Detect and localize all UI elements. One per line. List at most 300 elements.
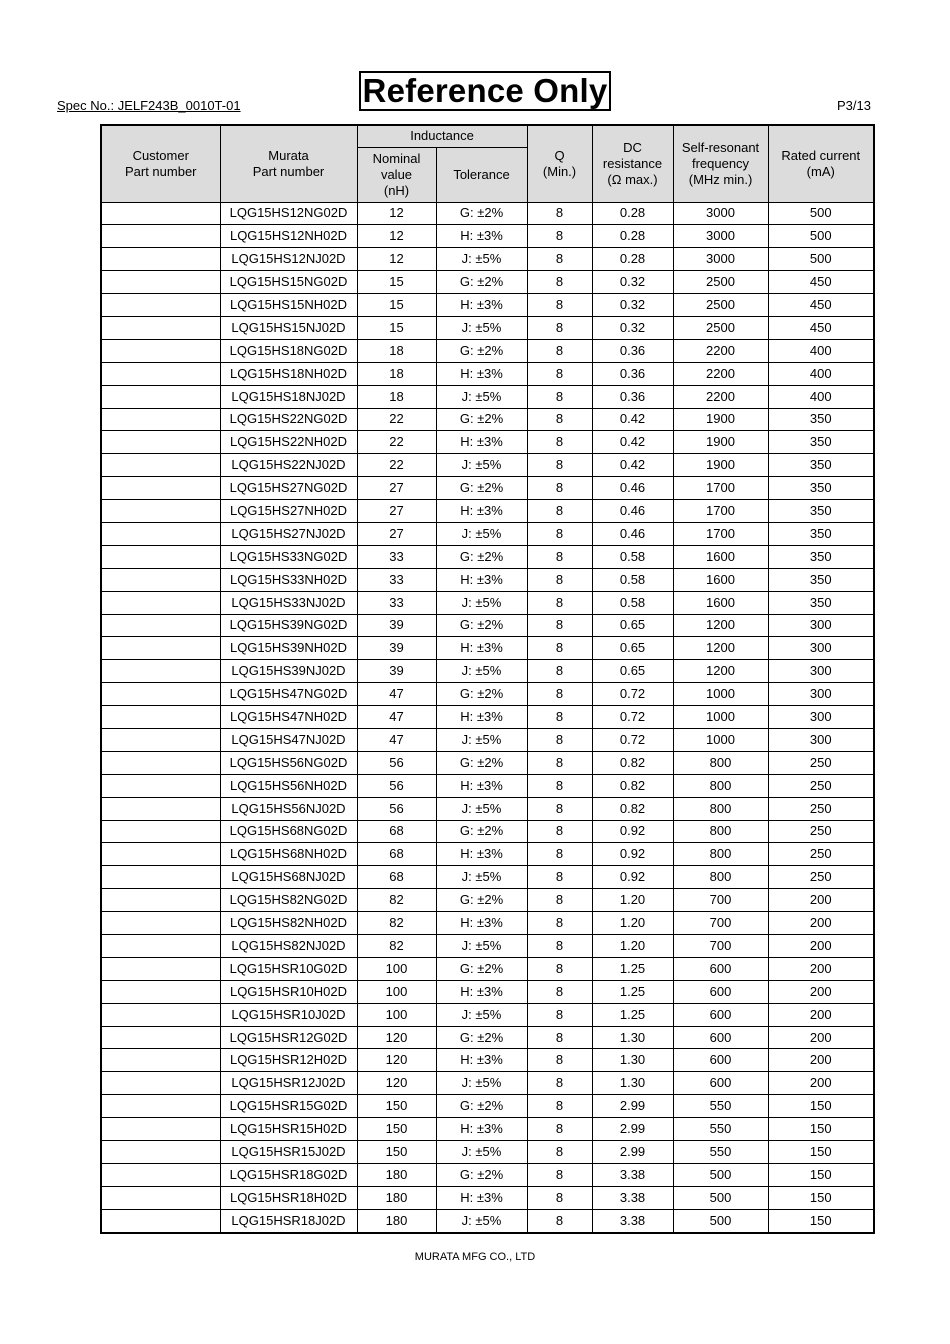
cell-self-resonant-frequency: 800 [673, 751, 768, 774]
cell-dc-resistance: 0.58 [592, 591, 673, 614]
cell-customer-part-number [101, 660, 220, 683]
cell-murata-part-number: LQG15HSR10J02D [220, 1003, 357, 1026]
cell-q-min: 8 [527, 568, 592, 591]
cell-nominal-value: 27 [357, 477, 436, 500]
cell-nominal-value: 150 [357, 1095, 436, 1118]
table-row [101, 614, 874, 637]
cell-murata-part-number: LQG15HSR10H02D [220, 980, 357, 1003]
cell-murata-part-number: LQG15HS56NH02D [220, 774, 357, 797]
cell-murata-part-number: LQG15HS39NJ02D [220, 660, 357, 683]
cell-self-resonant-frequency: 550 [673, 1141, 768, 1164]
table-row [101, 202, 874, 225]
cell-dc-resistance: 1.20 [592, 912, 673, 935]
cell-q-min: 8 [527, 408, 592, 431]
cell-q-min: 8 [527, 935, 592, 958]
cell-tolerance: G: ±2% [436, 751, 527, 774]
cell-murata-part-number: LQG15HS33NJ02D [220, 591, 357, 614]
cell-customer-part-number [101, 248, 220, 271]
cell-murata-part-number: LQG15HS27NH02D [220, 500, 357, 523]
cell-self-resonant-frequency: 1600 [673, 591, 768, 614]
cell-self-resonant-frequency: 2500 [673, 271, 768, 294]
table-row [101, 843, 874, 866]
cell-q-min: 8 [527, 912, 592, 935]
cell-q-min: 8 [527, 637, 592, 660]
cell-rated-current: 300 [768, 683, 874, 706]
cell-self-resonant-frequency: 600 [673, 1003, 768, 1026]
cell-dc-resistance: 0.42 [592, 408, 673, 431]
cell-customer-part-number [101, 316, 220, 339]
cell-q-min: 8 [527, 431, 592, 454]
cell-murata-part-number: LQG15HSR10G02D [220, 957, 357, 980]
cell-self-resonant-frequency: 800 [673, 797, 768, 820]
cell-rated-current: 200 [768, 957, 874, 980]
cell-murata-part-number: LQG15HSR18H02D [220, 1186, 357, 1209]
cell-dc-resistance: 0.32 [592, 271, 673, 294]
cell-nominal-value: 180 [357, 1163, 436, 1186]
cell-murata-part-number: LQG15HSR15G02D [220, 1095, 357, 1118]
table-row [101, 1049, 874, 1072]
cell-tolerance: J: ±5% [436, 522, 527, 545]
cell-tolerance: H: ±3% [436, 431, 527, 454]
cell-tolerance: H: ±3% [436, 1186, 527, 1209]
cell-nominal-value: 15 [357, 271, 436, 294]
cell-q-min: 8 [527, 591, 592, 614]
cell-self-resonant-frequency: 600 [673, 980, 768, 1003]
cell-customer-part-number [101, 454, 220, 477]
cell-rated-current: 450 [768, 316, 874, 339]
page-number: P3/13 [837, 98, 871, 113]
cell-nominal-value: 22 [357, 454, 436, 477]
cell-q-min: 8 [527, 843, 592, 866]
cell-q-min: 8 [527, 1209, 592, 1232]
cell-murata-part-number: LQG15HS82NG02D [220, 889, 357, 912]
spec-number: Spec No.: JELF243B_0010T-01 [57, 98, 241, 113]
cell-tolerance: H: ±3% [436, 706, 527, 729]
cell-murata-part-number: LQG15HS18NH02D [220, 362, 357, 385]
cell-self-resonant-frequency: 500 [673, 1163, 768, 1186]
cell-murata-part-number: LQG15HSR18G02D [220, 1163, 357, 1186]
cell-customer-part-number [101, 774, 220, 797]
cell-murata-part-number: LQG15HS12NJ02D [220, 248, 357, 271]
cell-nominal-value: 12 [357, 202, 436, 225]
cell-nominal-value: 68 [357, 866, 436, 889]
cell-rated-current: 250 [768, 774, 874, 797]
cell-q-min: 8 [527, 774, 592, 797]
cell-dc-resistance: 0.65 [592, 614, 673, 637]
cell-rated-current: 350 [768, 454, 874, 477]
cell-tolerance: H: ±3% [436, 225, 527, 248]
cell-nominal-value: 100 [357, 957, 436, 980]
cell-murata-part-number: LQG15HSR15H02D [220, 1118, 357, 1141]
cell-q-min: 8 [527, 1186, 592, 1209]
cell-dc-resistance: 0.82 [592, 774, 673, 797]
cell-murata-part-number: LQG15HS22NJ02D [220, 454, 357, 477]
cell-dc-resistance: 0.36 [592, 362, 673, 385]
cell-nominal-value: 150 [357, 1118, 436, 1141]
table-row [101, 271, 874, 294]
header-nominal-value: Nominal value (nH) [357, 147, 436, 202]
cell-dc-resistance: 0.36 [592, 385, 673, 408]
cell-nominal-value: 22 [357, 408, 436, 431]
cell-tolerance: H: ±3% [436, 774, 527, 797]
cell-nominal-value: 120 [357, 1049, 436, 1072]
cell-tolerance: J: ±5% [436, 1003, 527, 1026]
cell-nominal-value: 27 [357, 522, 436, 545]
cell-rated-current: 250 [768, 751, 874, 774]
header-inductance: Inductance [357, 125, 527, 147]
cell-dc-resistance: 0.65 [592, 660, 673, 683]
cell-nominal-value: 33 [357, 545, 436, 568]
cell-customer-part-number [101, 294, 220, 317]
cell-customer-part-number [101, 1072, 220, 1095]
cell-dc-resistance: 0.28 [592, 225, 673, 248]
cell-self-resonant-frequency: 800 [673, 843, 768, 866]
cell-nominal-value: 82 [357, 912, 436, 935]
cell-tolerance: G: ±2% [436, 545, 527, 568]
cell-tolerance: J: ±5% [436, 454, 527, 477]
cell-nominal-value: 82 [357, 935, 436, 958]
cell-murata-part-number: LQG15HS27NG02D [220, 477, 357, 500]
cell-murata-part-number: LQG15HS68NG02D [220, 820, 357, 843]
cell-murata-part-number: LQG15HSR12J02D [220, 1072, 357, 1095]
header-customer-part-number: Customer Part number [101, 125, 220, 202]
spec-table [100, 124, 875, 1234]
cell-customer-part-number [101, 477, 220, 500]
cell-self-resonant-frequency: 800 [673, 866, 768, 889]
cell-murata-part-number: LQG15HS18NJ02D [220, 385, 357, 408]
cell-rated-current: 400 [768, 339, 874, 362]
cell-self-resonant-frequency: 2500 [673, 316, 768, 339]
cell-murata-part-number: LQG15HSR12G02D [220, 1026, 357, 1049]
cell-customer-part-number [101, 271, 220, 294]
cell-tolerance: H: ±3% [436, 980, 527, 1003]
cell-dc-resistance: 0.92 [592, 866, 673, 889]
table-row [101, 866, 874, 889]
cell-murata-part-number: LQG15HS68NH02D [220, 843, 357, 866]
cell-customer-part-number [101, 1163, 220, 1186]
cell-murata-part-number: LQG15HS15NJ02D [220, 316, 357, 339]
cell-self-resonant-frequency: 1700 [673, 477, 768, 500]
table-row [101, 477, 874, 500]
cell-tolerance: G: ±2% [436, 1095, 527, 1118]
cell-rated-current: 250 [768, 866, 874, 889]
cell-rated-current: 250 [768, 797, 874, 820]
cell-dc-resistance: 1.20 [592, 935, 673, 958]
cell-tolerance: J: ±5% [436, 660, 527, 683]
cell-dc-resistance: 0.58 [592, 545, 673, 568]
cell-tolerance: J: ±5% [436, 248, 527, 271]
cell-murata-part-number: LQG15HS47NJ02D [220, 728, 357, 751]
cell-q-min: 8 [527, 271, 592, 294]
table-row [101, 820, 874, 843]
cell-self-resonant-frequency: 500 [673, 1209, 768, 1232]
cell-tolerance: G: ±2% [436, 820, 527, 843]
table-row [101, 660, 874, 683]
table-row [101, 1209, 874, 1232]
cell-customer-part-number [101, 545, 220, 568]
table-row [101, 706, 874, 729]
cell-self-resonant-frequency: 600 [673, 957, 768, 980]
cell-rated-current: 200 [768, 980, 874, 1003]
cell-tolerance: G: ±2% [436, 1163, 527, 1186]
cell-customer-part-number [101, 728, 220, 751]
cell-self-resonant-frequency: 1200 [673, 637, 768, 660]
cell-rated-current: 150 [768, 1118, 874, 1141]
cell-murata-part-number: LQG15HS27NJ02D [220, 522, 357, 545]
cell-murata-part-number: LQG15HS12NG02D [220, 202, 357, 225]
cell-dc-resistance: 0.36 [592, 339, 673, 362]
cell-dc-resistance: 0.92 [592, 820, 673, 843]
header-dc-resistance: DC resistance (Ω max.) [592, 125, 673, 202]
table-row [101, 339, 874, 362]
cell-tolerance: J: ±5% [436, 1072, 527, 1095]
cell-q-min: 8 [527, 225, 592, 248]
cell-tolerance: G: ±2% [436, 202, 527, 225]
cell-rated-current: 350 [768, 477, 874, 500]
table-row [101, 568, 874, 591]
cell-rated-current: 450 [768, 294, 874, 317]
cell-dc-resistance: 0.72 [592, 683, 673, 706]
cell-q-min: 8 [527, 728, 592, 751]
cell-self-resonant-frequency: 1000 [673, 728, 768, 751]
cell-nominal-value: 100 [357, 1003, 436, 1026]
cell-tolerance: G: ±2% [436, 477, 527, 500]
cell-customer-part-number [101, 385, 220, 408]
cell-rated-current: 300 [768, 637, 874, 660]
table-row [101, 957, 874, 980]
cell-dc-resistance: 1.30 [592, 1049, 673, 1072]
cell-q-min: 8 [527, 1095, 592, 1118]
cell-self-resonant-frequency: 3000 [673, 248, 768, 271]
cell-tolerance: J: ±5% [436, 1209, 527, 1232]
cell-murata-part-number: LQG15HS15NG02D [220, 271, 357, 294]
table-row [101, 1118, 874, 1141]
cell-customer-part-number [101, 339, 220, 362]
cell-murata-part-number: LQG15HSR15J02D [220, 1141, 357, 1164]
cell-dc-resistance: 1.25 [592, 980, 673, 1003]
cell-q-min: 8 [527, 1163, 592, 1186]
cell-q-min: 8 [527, 1118, 592, 1141]
table-row [101, 316, 874, 339]
cell-q-min: 8 [527, 522, 592, 545]
cell-nominal-value: 18 [357, 385, 436, 408]
cell-self-resonant-frequency: 3000 [673, 225, 768, 248]
cell-nominal-value: 18 [357, 339, 436, 362]
cell-self-resonant-frequency: 2200 [673, 385, 768, 408]
table-row [101, 1186, 874, 1209]
cell-dc-resistance: 0.32 [592, 294, 673, 317]
cell-customer-part-number [101, 866, 220, 889]
cell-rated-current: 500 [768, 225, 874, 248]
cell-tolerance: G: ±2% [436, 683, 527, 706]
cell-tolerance: J: ±5% [436, 591, 527, 614]
cell-customer-part-number [101, 706, 220, 729]
table-row [101, 1163, 874, 1186]
cell-customer-part-number [101, 935, 220, 958]
table-row [101, 774, 874, 797]
cell-q-min: 8 [527, 385, 592, 408]
cell-self-resonant-frequency: 1900 [673, 431, 768, 454]
cell-dc-resistance: 1.30 [592, 1026, 673, 1049]
cell-customer-part-number [101, 431, 220, 454]
cell-rated-current: 150 [768, 1209, 874, 1232]
cell-murata-part-number: LQG15HS39NH02D [220, 637, 357, 660]
cell-dc-resistance: 0.72 [592, 706, 673, 729]
cell-q-min: 8 [527, 294, 592, 317]
cell-dc-resistance: 0.28 [592, 248, 673, 271]
cell-customer-part-number [101, 820, 220, 843]
cell-dc-resistance: 0.42 [592, 431, 673, 454]
header-murata-part-number: Murata Part number [220, 125, 357, 202]
header-self-resonant-frequency: Self-resonant frequency (MHz min.) [673, 125, 768, 202]
cell-nominal-value: 33 [357, 591, 436, 614]
cell-dc-resistance: 0.82 [592, 751, 673, 774]
table-row [101, 889, 874, 912]
cell-nominal-value: 120 [357, 1072, 436, 1095]
cell-nominal-value: 12 [357, 225, 436, 248]
cell-q-min: 8 [527, 1003, 592, 1026]
cell-self-resonant-frequency: 800 [673, 820, 768, 843]
cell-dc-resistance: 0.72 [592, 728, 673, 751]
cell-murata-part-number: LQG15HS56NG02D [220, 751, 357, 774]
cell-self-resonant-frequency: 700 [673, 889, 768, 912]
cell-rated-current: 250 [768, 843, 874, 866]
cell-q-min: 8 [527, 545, 592, 568]
cell-customer-part-number [101, 614, 220, 637]
cell-self-resonant-frequency: 1900 [673, 408, 768, 431]
cell-customer-part-number [101, 225, 220, 248]
cell-rated-current: 200 [768, 1026, 874, 1049]
cell-self-resonant-frequency: 1000 [673, 683, 768, 706]
cell-murata-part-number: LQG15HS33NH02D [220, 568, 357, 591]
cell-q-min: 8 [527, 1141, 592, 1164]
cell-murata-part-number: LQG15HS56NJ02D [220, 797, 357, 820]
cell-nominal-value: 82 [357, 889, 436, 912]
cell-dc-resistance: 0.42 [592, 454, 673, 477]
cell-customer-part-number [101, 843, 220, 866]
cell-murata-part-number: LQG15HS68NJ02D [220, 866, 357, 889]
cell-rated-current: 450 [768, 271, 874, 294]
cell-tolerance: H: ±3% [436, 362, 527, 385]
cell-rated-current: 500 [768, 202, 874, 225]
cell-tolerance: J: ±5% [436, 935, 527, 958]
cell-rated-current: 200 [768, 1003, 874, 1026]
cell-tolerance: H: ±3% [436, 500, 527, 523]
cell-q-min: 8 [527, 660, 592, 683]
cell-nominal-value: 33 [357, 568, 436, 591]
cell-dc-resistance: 2.99 [592, 1118, 673, 1141]
reference-only-title: Reference Only [359, 71, 611, 111]
cell-rated-current: 250 [768, 820, 874, 843]
cell-rated-current: 300 [768, 660, 874, 683]
cell-tolerance: J: ±5% [436, 1141, 527, 1164]
cell-q-min: 8 [527, 957, 592, 980]
cell-rated-current: 300 [768, 728, 874, 751]
cell-nominal-value: 56 [357, 751, 436, 774]
cell-self-resonant-frequency: 600 [673, 1026, 768, 1049]
cell-self-resonant-frequency: 1700 [673, 500, 768, 523]
cell-rated-current: 200 [768, 912, 874, 935]
cell-customer-part-number [101, 568, 220, 591]
table-body [101, 202, 874, 1233]
table-row [101, 545, 874, 568]
header-tolerance: Tolerance [436, 147, 527, 202]
cell-nominal-value: 180 [357, 1209, 436, 1232]
cell-tolerance: J: ±5% [436, 316, 527, 339]
cell-murata-part-number: LQG15HS39NG02D [220, 614, 357, 637]
header-q: Q (Min.) [527, 125, 592, 202]
cell-rated-current: 300 [768, 614, 874, 637]
cell-customer-part-number [101, 1003, 220, 1026]
cell-self-resonant-frequency: 700 [673, 935, 768, 958]
cell-rated-current: 350 [768, 568, 874, 591]
cell-dc-resistance: 1.30 [592, 1072, 673, 1095]
footer-company: MURATA MFG CO., LTD [414, 1251, 536, 1263]
cell-self-resonant-frequency: 500 [673, 1186, 768, 1209]
cell-tolerance: J: ±5% [436, 385, 527, 408]
cell-rated-current: 150 [768, 1095, 874, 1118]
table-row [101, 1072, 874, 1095]
cell-tolerance: J: ±5% [436, 866, 527, 889]
table-row [101, 912, 874, 935]
cell-nominal-value: 56 [357, 797, 436, 820]
cell-customer-part-number [101, 362, 220, 385]
cell-rated-current: 350 [768, 522, 874, 545]
cell-tolerance: G: ±2% [436, 271, 527, 294]
cell-murata-part-number: LQG15HS82NH02D [220, 912, 357, 935]
cell-q-min: 8 [527, 1049, 592, 1072]
cell-rated-current: 500 [768, 248, 874, 271]
cell-nominal-value: 39 [357, 637, 436, 660]
cell-q-min: 8 [527, 339, 592, 362]
cell-dc-resistance: 0.46 [592, 477, 673, 500]
cell-rated-current: 200 [768, 889, 874, 912]
cell-self-resonant-frequency: 1600 [673, 568, 768, 591]
table-row [101, 728, 874, 751]
cell-self-resonant-frequency: 2200 [673, 362, 768, 385]
cell-rated-current: 150 [768, 1186, 874, 1209]
table-row [101, 500, 874, 523]
cell-q-min: 8 [527, 866, 592, 889]
table-row [101, 797, 874, 820]
cell-q-min: 8 [527, 683, 592, 706]
cell-dc-resistance: 0.82 [592, 797, 673, 820]
cell-customer-part-number [101, 408, 220, 431]
cell-self-resonant-frequency: 700 [673, 912, 768, 935]
table-row [101, 637, 874, 660]
table-row [101, 431, 874, 454]
table-row [101, 1095, 874, 1118]
cell-self-resonant-frequency: 550 [673, 1118, 768, 1141]
cell-nominal-value: 56 [357, 774, 436, 797]
cell-tolerance: G: ±2% [436, 957, 527, 980]
table-row [101, 683, 874, 706]
cell-self-resonant-frequency: 1000 [673, 706, 768, 729]
cell-nominal-value: 47 [357, 683, 436, 706]
cell-nominal-value: 120 [357, 1026, 436, 1049]
cell-customer-part-number [101, 797, 220, 820]
cell-tolerance: H: ±3% [436, 843, 527, 866]
table-row [101, 591, 874, 614]
cell-customer-part-number [101, 1095, 220, 1118]
cell-tolerance: J: ±5% [436, 728, 527, 751]
cell-murata-part-number: LQG15HS22NG02D [220, 408, 357, 431]
cell-rated-current: 400 [768, 385, 874, 408]
cell-customer-part-number [101, 1209, 220, 1232]
cell-self-resonant-frequency: 1700 [673, 522, 768, 545]
cell-dc-resistance: 1.20 [592, 889, 673, 912]
cell-rated-current: 200 [768, 1072, 874, 1095]
